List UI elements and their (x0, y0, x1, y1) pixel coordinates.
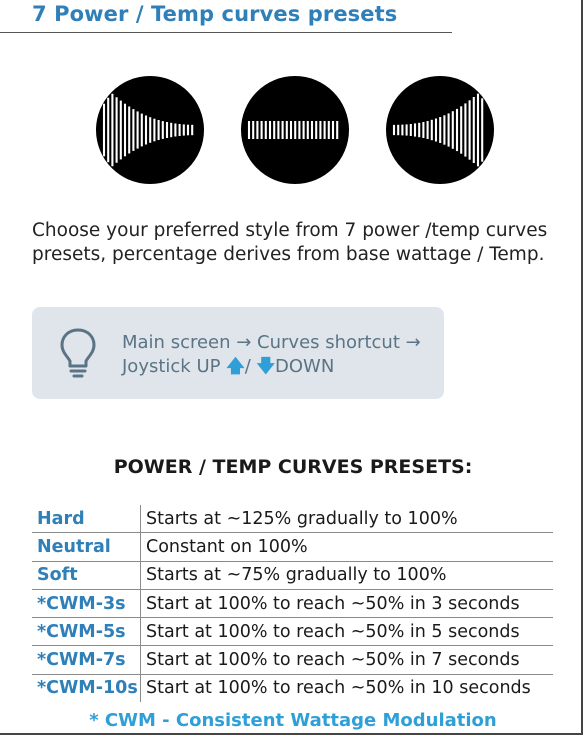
tip-line-1: Main screen → Curves shortcut → (122, 332, 421, 353)
tip-separator: / (244, 356, 257, 377)
curve-illustrations (95, 75, 495, 185)
table-row (32, 646, 553, 674)
curve-increasing-icon (386, 76, 494, 184)
preset-name: *CWM-5s (32, 618, 141, 646)
arrow-up-icon: 🡅 (226, 356, 245, 377)
preset-name: Neutral (32, 533, 141, 561)
curve-decreasing-icon (96, 76, 204, 184)
preset-name: Hard (32, 505, 141, 533)
table-row (32, 505, 553, 533)
arrow-down-icon: 🡇 (256, 356, 276, 377)
tip-text (122, 331, 442, 379)
title-underline (0, 32, 452, 33)
preset-description: Start at 100% to reach ~50% in 5 seconds (141, 618, 554, 646)
table-title: POWER / TEMP CURVES PRESETS: (113, 456, 473, 478)
preset-name: *CWM-3s (32, 589, 141, 617)
table-row (32, 589, 553, 617)
tip-joystick-label: Joystick UP (122, 356, 227, 377)
intro-text: Choose your preferred style from 7 power /temp curves presets, percentage derives from base wattage / Temp. (32, 220, 548, 265)
preset-name: *CWM-10s (32, 674, 141, 702)
tip-box (32, 307, 444, 399)
preset-description: Starts at ~75% gradually to 100% (141, 561, 554, 589)
preset-name: Soft (32, 561, 141, 589)
preset-description: Starts at ~125% gradually to 100% (141, 505, 554, 533)
preset-description: Constant on 100% (141, 533, 554, 561)
section-title: 7 Power / Temp curves presets (32, 2, 398, 26)
footnote: * CWM - Consistent Wattage Modulation (89, 710, 497, 731)
curve-constant-icon (241, 76, 349, 184)
tip-down-label: DOWN (275, 356, 335, 377)
presets-table (32, 505, 553, 702)
preset-description: Start at 100% to reach ~50% in 10 seconds (146, 678, 531, 699)
lightbulb-icon (58, 327, 98, 381)
table-row (32, 561, 553, 589)
preset-description: Start at 100% to reach ~50% in 3 seconds (141, 589, 554, 617)
preset-name: *CWM-7s (32, 646, 141, 674)
table-row (32, 533, 553, 561)
table-row (32, 674, 553, 702)
table-row (32, 618, 553, 646)
preset-description: Start at 100% to reach ~50% in 7 seconds (141, 646, 554, 674)
